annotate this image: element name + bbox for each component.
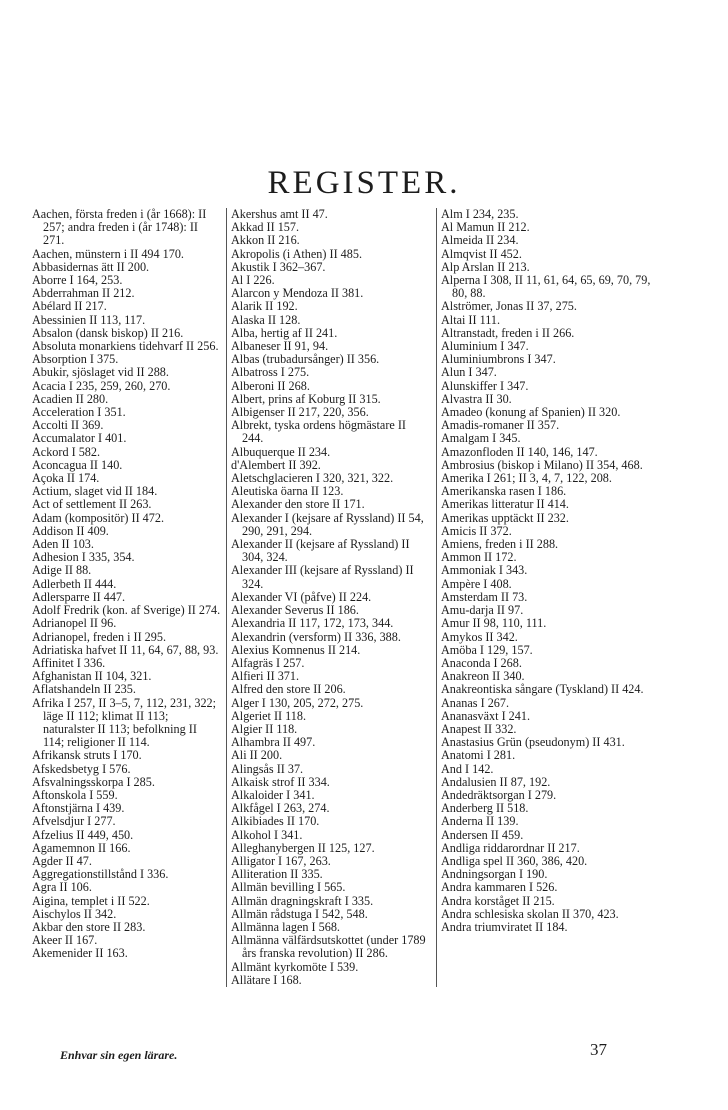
index-entry: Addison II 409. [32,523,109,538]
index-entry: Ananasväxt I 241. [441,708,531,723]
index-entry: Akemenider II 163. [32,946,128,961]
index-entry: Alvastra II 30. [441,391,512,406]
index-entry: Agra II 106. [32,880,92,895]
index-entry: Akustik I 362–367. [231,259,326,274]
index-entry: Algier II 118. [231,721,298,736]
index-entry: Amsterdam II 73. [441,589,528,604]
index-entry: Alexander den store II 171. [231,497,365,512]
index-entry: Alba, hertig af II 241. [231,325,338,340]
index-entry: Algeriet II 118. [231,708,307,723]
index-entry: Alger I 130, 205, 272, 275. [231,695,364,710]
index-entry: Albas (trubadursånger) II 356. [231,352,380,367]
index-entry: Alleghanybergen II 125, 127. [231,840,375,855]
index-entry: Alexander I (kejsare af Ryssland) II 54, 290, 291, 294. [231,510,424,538]
index-entry: Acceleration I 351. [32,405,126,420]
index-entry: Akeer II 167. [32,933,98,948]
index-entry: Alexander Severus II 186. [231,603,359,618]
index-entry: Anaconda I 268. [441,655,522,670]
index-entry: Adige II 88. [32,563,92,578]
index-entry: Alun I 347. [441,365,497,380]
index-entry: Akershus amt II 47. [231,207,328,221]
index-entry: Adriatiska hafvet II 11, 64, 67, 88, 93. [32,642,219,657]
index-entry: Act of settlement II 263. [32,497,152,512]
index-entry: Akbar den store II 283. [32,919,146,934]
index-entry: Abessinien II 113, 117. [32,312,146,327]
index-entry: Afrika I 257, II 3–5, 7, 112, 231, 322; läge II 112; klimat II 113; naturalster II 113; befolkning II 114; religioner II 114. [32,695,217,750]
index-entry: Absorption I 375. [32,352,119,367]
index-entry: Albaneser II 91, 94. [231,339,329,354]
index-entry: Alingsås II 37. [231,761,304,776]
index-entry: Allmän bevilling I 565. [231,880,346,895]
index-entry: Alarcon y Mendoza II 381. [231,286,364,301]
index-entry: Adam (kompositör) II 472. [32,510,165,525]
index-entry: Amerikanska rasen I 186. [441,484,567,499]
index-entry: Amadis-romaner II 357. [441,418,560,433]
index-entry: Affinitet I 336. [32,655,106,670]
index-entry: Absalon (dansk biskop) II 216. [32,325,184,340]
index-entry: Aflatshandeln II 235. [32,682,136,697]
index-entry: Afskedsbetyg I 576. [32,761,131,776]
index-entry: Anapest II 332. [441,721,517,736]
index-entry: Agamemnon II 166. [32,840,131,855]
index-entry: Altranstadt, freden i II 266. [441,325,575,340]
index-entry: Aischylos II 342. [32,906,117,921]
index-entry: Ali II 200. [231,748,283,763]
index-entry: Almeida II 234. [441,233,519,248]
index-entry: d'Alembert II 392. [231,457,321,472]
index-entry: Al Mamun II 212. [441,220,530,235]
index-entry: Amu-darja II 97. [441,603,524,618]
index-entry: Aachen, münstern i II 494 170. [32,246,184,261]
index-entry: Amadeo (konung af Spanien) II 320. [441,405,621,420]
index-entry: Alkfågel I 263, 274. [231,801,330,816]
index-entry: Amur II 98, 110, 111. [441,616,547,631]
index-entry: Akropolis (i Athen) II 485. [231,246,362,261]
index-entry: Afghanistan II 104, 321. [32,669,152,684]
index-entry: Alkaisk strof II 334. [231,774,330,789]
index-entry: Afsvalningsskorpa I 285. [32,774,155,789]
index-entry: Albrekt, tyska ordens högmästare II 244. [231,418,406,446]
column-divider [226,208,227,987]
index-column-3 [441,208,667,934]
index-entry: Andra kammaren I 526. [441,880,558,895]
index-entry: Amöba I 129, 157. [441,642,533,657]
index-entry: Alaska II 128. [231,312,301,327]
index-entry: Alm I 234, 235. [441,207,519,221]
index-entry: Adrianopel, freden i II 295. [32,629,167,644]
index-entry: Alexander VI (påfve) II 224. [231,589,372,604]
index-entry: Anakreontiska sångare (Tyskland) II 424. [441,682,644,697]
index-entry: Aluminium I 347. [441,339,529,354]
index-entry: Acadien II 280. [32,391,109,406]
index-entry: Alexius Komnenus II 214. [231,642,361,657]
index-entry: Alexander II (kejsare af Ryssland) II 304, 324. [231,537,410,565]
index-entry: Abbasidernas ätt II 200. [32,259,150,274]
index-entry: Alexandria II 117, 172, 173, 344. [231,616,394,631]
index-entry: Aggregationstillstånd I 336. [32,867,169,882]
index-entry: Amicis II 372. [441,523,512,538]
index-entry: Alliteration II 335. [231,867,323,882]
index-entry: Akkon II 216. [231,233,300,248]
page-number: 37 [590,1040,607,1059]
index-entry: Aconcagua II 140. [32,457,123,472]
index-entry: Aletschglacieren I 320, 321, 322. [231,471,394,486]
index-entry: Aleutiska öarna II 123. [231,484,344,499]
index-entry: Albuquerque II 234. [231,444,331,459]
index-entry: Alexandrin (versform) II 336, 388. [231,629,401,644]
index-entry: Alperna I 308, II 11, 61, 64, 65, 69, 70, 79, 80, 88. [441,273,651,301]
index-entry: Ananas I 267. [441,695,510,710]
index-entry: Anakreon II 340. [441,669,525,684]
index-entry: Alkibiades II 170. [231,814,320,829]
index-entry: Adhesion I 335, 354. [32,550,135,565]
index-entry: Ampère I 408. [441,576,512,591]
index-entry: Akkad II 157. [231,220,300,235]
index-entry: Accumalator I 401. [32,431,127,446]
index-entry: Amalgam I 345. [441,431,521,446]
index-entry: Ambrosius (biskop i Milano) II 354, 468. [441,457,643,472]
index-entry: Andersen II 459. [441,827,524,842]
index-entry: Al I 226. [231,273,275,288]
index-entry: Agder II 47. [32,853,92,868]
index-entry: Alberoni II 268. [231,378,310,393]
index-column-1 [32,208,221,961]
index-entry: Aborre I 164, 253. [32,273,123,288]
index-entry: Alkohol I 341. [231,827,303,842]
index-entry: Accolti II 369. [32,418,104,433]
index-entry: Adrianopel II 96. [32,616,117,631]
index-entry: Alfieri II 371. [231,669,300,684]
index-entry: Aachen, första freden i (år 1668): II 257; andra freden i (år 1748): II 271. [32,207,207,248]
index-entry: Andliga spel II 360, 386, 420. [441,853,588,868]
index-entry: Allmänna lagen I 568. [231,919,340,934]
index-entry: Anastasius Grün (pseudonym) II 431. [441,735,625,750]
index-entry: Almqvist II 452. [441,246,522,261]
index-entry: Allätare I 168. [231,972,302,987]
index-entry: Anderna II 139. [441,814,519,829]
index-entry: Allmänt kyrkomöte I 539. [231,959,359,974]
index-entry: Altai II 111. [441,312,501,327]
index-entry: Afzelius II 449, 450. [32,827,134,842]
index-entry: Andningsorgan I 190. [441,867,548,882]
index-entry: Abélard II 217. [32,299,107,314]
index-entry: Alkaloider I 341. [231,787,315,802]
index-entry: Andra triumviratet II 184. [441,919,568,934]
index-entry: Aigina, templet i II 522. [32,893,150,908]
index-entry: Albigenser II 217, 220, 356. [231,405,369,420]
index-entry: Acacia I 235, 259, 260, 270. [32,378,171,393]
index-entry: Amerikas litteratur II 414. [441,497,569,512]
index-entry: Allmänna välfärdsutskottet (under 1789 års franska revolution) II 286. [231,933,426,961]
index-entry: Alströmer, Jonas II 37, 275. [441,299,577,314]
page-title: REGISTER. [267,165,461,202]
index-entry: Andedräktsorgan I 279. [441,787,557,802]
index-entry: Allmän rådstuga I 542, 548. [231,906,368,921]
index-entry: Ammon II 172. [441,550,517,565]
index-entry: Ackord I 582. [32,444,101,459]
index-entry: Aftonskola I 559. [32,787,118,802]
index-column-2 [231,208,427,987]
index-entry: Aftonstjärna I 439. [32,801,125,816]
index-entry: Albert, prins af Koburg II 315. [231,391,381,406]
index-entry: Açoka II 174. [32,471,100,486]
index-entry: Adlerbeth II 444. [32,576,117,591]
index-entry: Alfagräs I 257. [231,655,305,670]
index-entry: Anatomi I 281. [441,748,516,763]
index-entry: Amerikas upptäckt II 232. [441,510,569,525]
index-entry: Absoluta monarkiens tidehvarf II 256. [32,339,219,354]
index-entry: And I 142. [441,761,494,776]
index-entry: Andalusien II 87, 192. [441,774,551,789]
index-entry: Aluminiumbrons I 347. [441,352,556,367]
footer-motto: Enhvar sin egen lärare. [60,1048,178,1062]
index-entry: Alligator I 167, 263. [231,853,331,868]
index-entry: Amazonfloden II 140, 146, 147. [441,444,598,459]
column-divider [436,208,437,987]
index-entry: Alunskiffer I 347. [441,378,529,393]
index-entry: Alexander III (kejsare af Ryssland) II 324. [231,563,414,591]
index-entry: Alfred den store II 206. [231,682,346,697]
index-entry: Andra schlesiska skolan II 370, 423. [441,906,619,921]
index-entry: Afvelsdjur I 277. [32,814,116,829]
index-entry: Alhambra II 497. [231,735,316,750]
index-entry: Adlersparre II 447. [32,589,126,604]
index-entry: Actium, slaget vid II 184. [32,484,158,499]
index-entry: Albatross I 275. [231,365,310,380]
index-entry: Abderrahman II 212. [32,286,135,301]
index-entry: Afrikansk struts I 170. [32,748,142,763]
index-entry: Andra korståget II 215. [441,893,555,908]
index-entry: Allmän dragningskraft I 335. [231,893,374,908]
index-entry: Ammoniak I 343. [441,563,528,578]
index-entry: Amerika I 261; II 3, 4, 7, 122, 208. [441,471,612,486]
index-entry: Aden II 103. [32,537,94,552]
index-entry: Andliga riddarordnar II 217. [441,840,580,855]
index-entry: Abukir, sjöslaget vid II 288. [32,365,169,380]
index-entry: Amykos II 342. [441,629,518,644]
index-entry: Alarik II 192. [231,299,298,314]
index-entry: Anderberg II 518. [441,801,529,816]
index-entry: Alp Arslan II 213. [441,259,530,274]
index-entry: Amiens, freden i II 288. [441,537,559,552]
index-entry: Adolf Fredrik (kon. af Sverige) II 274. [32,603,221,618]
